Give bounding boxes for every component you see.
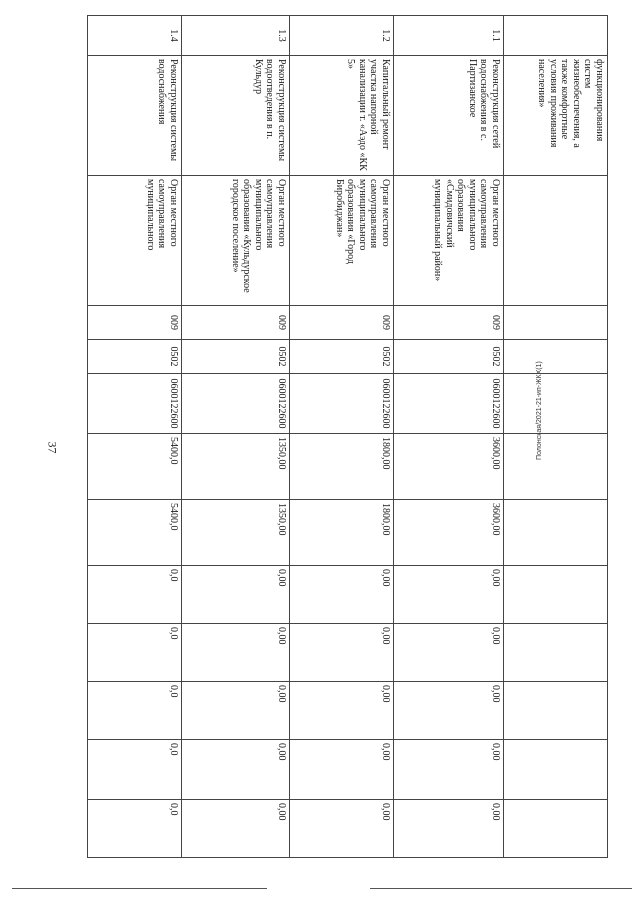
row-rzpr: 0502 xyxy=(394,340,504,374)
row-v1: 1800,00 xyxy=(290,500,394,566)
row-v1: 3600,00 xyxy=(394,500,504,566)
intro-description: функционирования систем жизнеобеспечения, а также комфортные условия проживания населения» xyxy=(504,56,608,176)
table-row xyxy=(394,16,504,858)
row-v2: 0,00 xyxy=(394,566,504,624)
row-v2: 0,00 xyxy=(182,566,290,624)
row-number: 1.4 xyxy=(88,16,182,56)
rotated-table-wrapper xyxy=(88,15,608,837)
row-v3: 0,00 xyxy=(290,624,394,682)
footer-code: Полонская/2021-21-ип-ЖКХ(1) xyxy=(536,361,543,460)
table-row xyxy=(290,16,394,858)
table-row xyxy=(88,16,182,858)
cell-empty xyxy=(504,434,608,500)
row-v3: 0,00 xyxy=(182,624,290,682)
row-csr: 0600122600 xyxy=(394,374,504,434)
row-total: 1800,00 xyxy=(290,434,394,500)
cell-empty xyxy=(504,374,608,434)
row-v6: 0,00 xyxy=(394,800,504,858)
row-v5: 0,00 xyxy=(182,740,290,800)
row-v2: 0,0 xyxy=(88,566,182,624)
table-row xyxy=(182,16,290,858)
program-table xyxy=(87,15,608,858)
row-rzpr: 0502 xyxy=(88,340,182,374)
cell-empty xyxy=(504,682,608,740)
row-total: 5400,0 xyxy=(88,434,182,500)
row-grbs: 009 xyxy=(290,306,394,340)
row-executor: Орган местного самоуправления муниципального образования «Смидовичский муниципальный район» xyxy=(394,176,504,306)
cell-empty xyxy=(504,800,608,858)
cell-empty xyxy=(504,740,608,800)
row-v4: 0,0 xyxy=(88,682,182,740)
row-name: Реконструкция системы водоснабжения xyxy=(88,56,182,176)
row-grbs: 009 xyxy=(88,306,182,340)
row-executor: Орган местного самоуправления муниципального образования «Кульдурское городское поселение» xyxy=(182,176,290,306)
row-name: Реконструкция сетей водоснабжения в с. Партизанское xyxy=(394,56,504,176)
row-v2: 0,00 xyxy=(290,566,394,624)
scan-edge-line-left xyxy=(12,888,267,889)
row-v4: 0,00 xyxy=(290,682,394,740)
row-total: 3600,00 xyxy=(394,434,504,500)
row-v6: 0,00 xyxy=(182,800,290,858)
row-rzpr: 0502 xyxy=(182,340,290,374)
cell-empty xyxy=(504,566,608,624)
row-number: 1.2 xyxy=(290,16,394,56)
row-v3: 0,00 xyxy=(394,624,504,682)
row-csr: 0600122600 xyxy=(182,374,290,434)
cell-empty xyxy=(504,500,608,566)
row-v5: 0,00 xyxy=(290,740,394,800)
scan-edge-line-right xyxy=(370,888,632,889)
cell-empty xyxy=(504,306,608,340)
cell-empty xyxy=(504,176,608,306)
row-v4: 0,00 xyxy=(394,682,504,740)
page-number: 37 xyxy=(45,441,60,454)
row-grbs: 009 xyxy=(182,306,290,340)
row-v6: 0,0 xyxy=(88,800,182,858)
row-grbs: 009 xyxy=(394,306,504,340)
row-v4: 0,00 xyxy=(182,682,290,740)
table-landscape xyxy=(88,15,608,837)
table-row-intro xyxy=(504,16,608,858)
row-number: 1.1 xyxy=(394,16,504,56)
row-total: 1350,00 xyxy=(182,434,290,500)
row-number: 1.3 xyxy=(182,16,290,56)
row-v3: 0,0 xyxy=(88,624,182,682)
cell-empty xyxy=(504,624,608,682)
row-csr: 0600122600 xyxy=(290,374,394,434)
cell-empty xyxy=(504,16,608,56)
row-csr: 0600122600 xyxy=(88,374,182,434)
row-executor: Орган местного самоуправления муниципального xyxy=(88,176,182,306)
row-v6: 0,00 xyxy=(290,800,394,858)
row-v1: 5400,0 xyxy=(88,500,182,566)
cell-empty xyxy=(504,340,608,374)
row-executor: Орган местного самоуправления муниципального образования «Город Биробиджан» xyxy=(290,176,394,306)
row-v5: 0,00 xyxy=(394,740,504,800)
row-rzpr: 0502 xyxy=(290,340,394,374)
row-name: Капитальный ремонт участка напорной канализации т. «Аэдо «КК 5» xyxy=(290,56,394,176)
row-name: Реконструкция системы водоотведения в п. Кульдур xyxy=(182,56,290,176)
row-v5: 0,0 xyxy=(88,740,182,800)
row-v1: 1350,00 xyxy=(182,500,290,566)
